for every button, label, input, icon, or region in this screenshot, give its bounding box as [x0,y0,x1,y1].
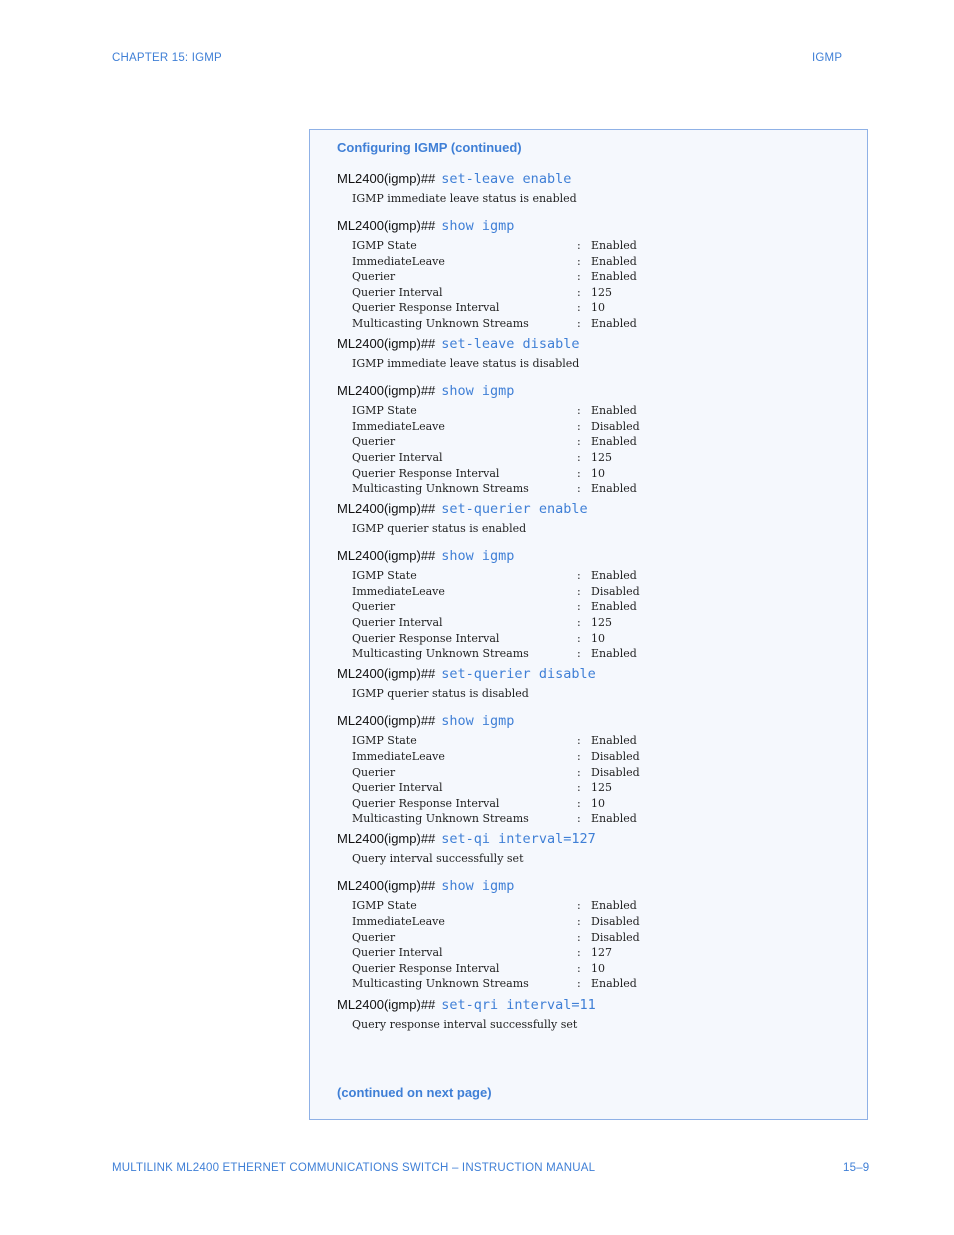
status-label: ImmediateLeave [352,584,445,598]
cli-command: set-querier enable [441,501,588,518]
separator: : [577,435,581,449]
separator: : [577,270,581,284]
separator: : [577,946,581,960]
status-label: Querier Response Interval [352,466,500,480]
cli-response: IGMP querier status is enabled [352,522,527,536]
command-line [337,333,579,351]
status-value: Enabled [591,647,637,661]
command-line [337,168,571,186]
separator: : [577,915,581,928]
status-label: ImmediateLeave [352,419,445,433]
status-label: ImmediateLeave [352,254,445,268]
status-value: Enabled [591,812,637,826]
cli-response: Query response interval successfully set [352,1017,578,1031]
separator: : [577,254,581,268]
status-value: 10 [591,961,605,975]
separator: : [577,749,581,763]
status-value: 127 [591,946,612,960]
separator: : [577,765,581,779]
cli-prompt: ML2400(igmp)## [337,383,436,399]
separator: : [577,584,581,598]
example-box [309,129,868,1120]
separator: : [577,796,581,810]
status-label: Querier Response Interval [352,301,500,315]
cli-prompt: ML2400(igmp)## [337,171,436,186]
command-line [337,545,514,563]
status-label: ImmediateLeave [352,749,445,763]
status-label: IGMP State [352,899,417,913]
status-value: Enabled [591,270,637,284]
cli-prompt: ML2400(igmp)## [337,548,436,564]
cli-prompt: ML2400(igmp)## [337,831,436,847]
separator: : [577,631,581,645]
status-value: 10 [591,631,605,645]
chapter-header: CHAPTER 15: IGMP [112,52,222,64]
separator: : [577,961,581,975]
status-value: 125 [591,781,612,795]
cli-response: Query interval successfully set [352,852,524,866]
status-value: 125 [591,450,612,464]
command-line [337,710,514,728]
separator: : [577,404,581,418]
cli-prompt: ML2400(igmp)## [337,501,436,517]
status-label: Querier Response Interval [352,631,500,645]
command-line [337,380,514,398]
status-value: Enabled [591,482,637,496]
separator: : [577,930,581,944]
status-value: Disabled [591,749,640,763]
separator: : [577,419,581,433]
status-value: Enabled [591,254,637,268]
status-label: Querier [352,765,396,779]
separator: : [577,285,581,299]
status-label: Multicasting Unknown Streams [352,482,529,496]
separator: : [577,317,581,330]
status-value: 10 [591,796,605,810]
manual-footer: MULTILINK ML2400 ETHERNET COMMUNICATIONS SWITCH – INSTRUCTION MANUAL [112,1162,596,1174]
cli-prompt: ML2400(igmp)## [337,878,436,894]
status-value: Disabled [591,584,640,598]
separator: : [577,466,581,480]
status-value: 10 [591,466,605,480]
status-value: Enabled [591,977,637,991]
status-label: Querier [352,930,396,944]
status-value: Enabled [591,600,637,614]
separator: : [577,239,581,252]
command-line [337,994,596,1012]
command-line [337,215,514,233]
status-label: ImmediateLeave [352,915,445,928]
status-label: Querier Response Interval [352,961,500,975]
command-line [337,663,596,681]
status-label: Querier Interval [352,616,443,629]
status-label: Querier Interval [352,285,443,299]
status-value: Disabled [591,419,640,433]
status-value: 125 [591,616,612,629]
continued-note: (continued on next page) [337,1085,492,1100]
status-value: Enabled [591,569,637,583]
separator: : [577,781,581,795]
status-label: Multicasting Unknown Streams [352,647,529,661]
status-label: Querier Interval [352,946,443,960]
status-label: Querier [352,270,396,284]
page-number: 15–9 [843,1162,870,1174]
status-label: Querier Response Interval [352,796,500,810]
cli-prompt: ML2400(igmp)## [337,666,436,682]
status-label: IGMP State [352,404,417,418]
separator: : [577,647,581,661]
separator: : [577,616,581,629]
status-value: Disabled [591,915,640,928]
command-line [337,828,596,846]
box-title: Configuring IGMP (continued) [337,140,522,155]
separator: : [577,450,581,464]
cli-command: show igmp [441,713,515,730]
separator: : [577,482,581,496]
cli-command: show igmp [441,548,515,565]
status-value: Enabled [591,317,637,330]
cli-command: show igmp [441,218,515,234]
command-line [337,498,588,516]
separator: : [577,734,581,748]
status-label: Querier [352,435,396,449]
status-label: Multicasting Unknown Streams [352,317,529,330]
status-value: 125 [591,285,612,299]
status-value: Disabled [591,765,640,779]
cli-command: set-qri interval=11 [441,996,596,1013]
status-value: Enabled [591,239,637,252]
separator: : [577,600,581,614]
cli-command: show igmp [441,383,515,400]
separator: : [577,977,581,991]
cli-command: set-leave enable [441,171,572,187]
cli-prompt: ML2400(igmp)## [337,996,436,1012]
status-value: Enabled [591,899,637,913]
separator: : [577,812,581,826]
status-label: Querier Interval [352,781,443,795]
status-label: IGMP State [352,239,417,252]
status-value: Disabled [591,930,640,944]
cli-command: set-querier disable [441,666,596,683]
cli-command: set-qi interval=127 [441,831,596,848]
command-line [337,875,514,893]
status-label: IGMP State [352,569,417,583]
status-value: Enabled [591,435,637,449]
cli-command: set-leave disable [441,336,580,353]
status-value: Enabled [591,734,637,748]
status-value: 10 [591,301,605,315]
cli-prompt: ML2400(igmp)## [337,713,436,729]
cli-response: IGMP immediate leave status is enabled [352,192,577,205]
status-label: IGMP State [352,734,417,748]
status-label: Multicasting Unknown Streams [352,812,529,826]
separator: : [577,301,581,315]
separator: : [577,569,581,583]
status-label: Querier Interval [352,450,443,464]
cli-prompt: ML2400(igmp)## [337,336,436,352]
status-value: Enabled [591,404,637,418]
status-label: Multicasting Unknown Streams [352,977,529,991]
cli-prompt: ML2400(igmp)## [337,218,436,233]
section-header: IGMP [812,52,843,64]
status-label: Querier [352,600,396,614]
cli-response: IGMP immediate leave status is disabled [352,357,580,371]
separator: : [577,899,581,913]
cli-command: show igmp [441,878,515,895]
cli-response: IGMP querier status is disabled [352,687,529,701]
